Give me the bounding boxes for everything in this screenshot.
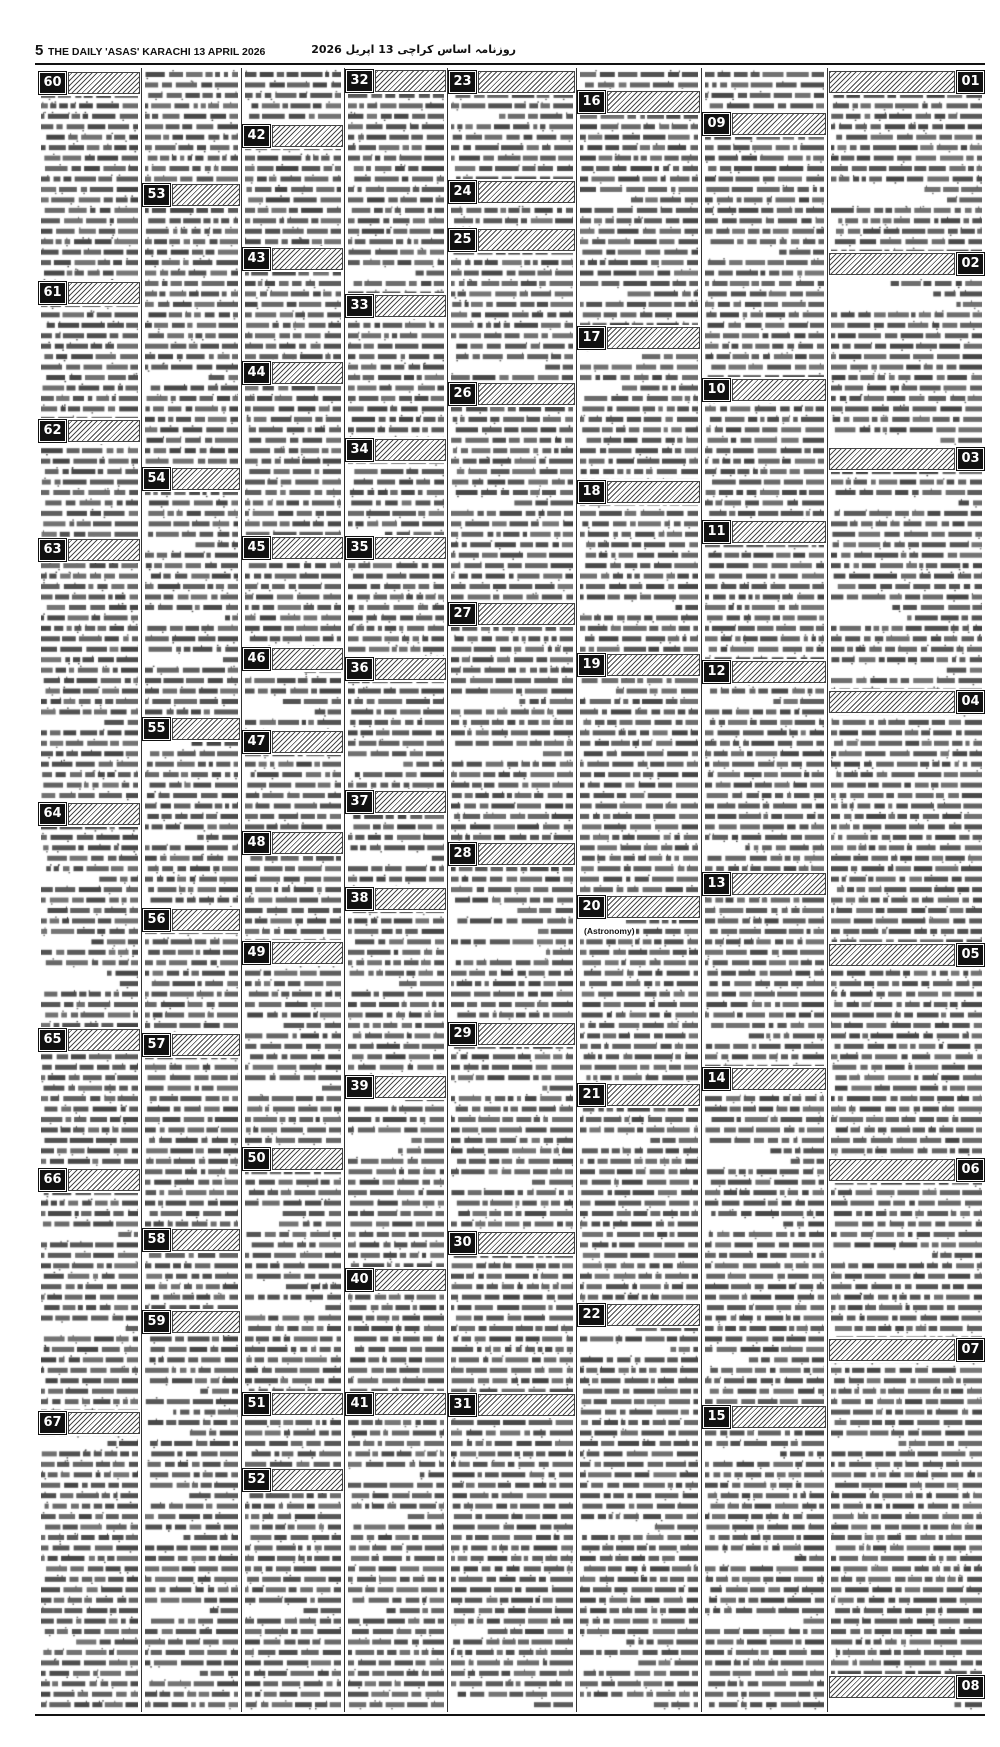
article-header (703, 377, 826, 403)
article-number-badge: 61 (39, 282, 66, 304)
article-header (578, 479, 700, 505)
article-number-badge: 21 (578, 1084, 605, 1106)
article-number-badge: 28 (449, 843, 476, 865)
column-2 (702, 68, 827, 1712)
article-number-badge: 56 (143, 909, 170, 931)
article-header (829, 1157, 984, 1183)
hatch-divider (68, 72, 140, 94)
article-header (39, 418, 140, 444)
page-number: 5 (35, 42, 44, 59)
hatch-divider (607, 1304, 700, 1326)
column-4 (448, 68, 576, 1712)
article-number-badge: 29 (449, 1023, 476, 1045)
article-header (449, 841, 575, 867)
article-number-badge: 03 (957, 448, 984, 470)
hatch-divider (172, 1311, 240, 1333)
article-number-badge: 36 (346, 658, 373, 680)
hatch-divider (732, 1068, 826, 1090)
hatch-divider (829, 944, 955, 966)
article-header (449, 601, 575, 627)
body-text-texture (245, 68, 341, 1712)
masthead (0, 0, 1000, 62)
article-number-badge: 35 (346, 537, 373, 559)
article-header (578, 652, 700, 678)
article-number-badge: 01 (957, 71, 984, 93)
column-8 (38, 68, 141, 1712)
article-number-badge: 12 (703, 661, 730, 683)
hatch-divider (172, 468, 240, 490)
article-header (346, 293, 446, 319)
article-header (449, 69, 575, 95)
hatch-divider (607, 91, 700, 113)
article-header (143, 466, 240, 492)
body-text-texture (580, 68, 698, 1712)
article-header (243, 123, 343, 149)
article-number-badge: 26 (449, 383, 476, 405)
hatch-divider (607, 896, 700, 918)
article-number-badge: 09 (703, 113, 730, 135)
article-header (829, 69, 984, 95)
article-number-badge: 37 (346, 791, 373, 813)
article-header (449, 1392, 575, 1418)
hatch-divider (172, 184, 240, 206)
article-number-badge: 06 (957, 1159, 984, 1181)
article-number-badge: 46 (243, 648, 270, 670)
article-number-badge: 44 (243, 362, 270, 384)
article-number-badge: 24 (449, 181, 476, 203)
hatch-divider (478, 843, 575, 865)
article-header (346, 656, 446, 682)
article-header (39, 801, 140, 827)
hatch-divider (68, 803, 140, 825)
article-header (346, 535, 446, 561)
hatch-divider (732, 1406, 826, 1428)
article-header (143, 1309, 240, 1335)
hatch-divider (172, 1229, 240, 1251)
hatch-divider (607, 327, 700, 349)
hatch-divider (732, 113, 826, 135)
article-number-badge: 49 (243, 942, 270, 964)
article-header (243, 1467, 343, 1493)
urdu-masthead-title: روزنامہ اساس کراچی 13 اپریل 2026 (311, 43, 516, 56)
article-number-badge: 66 (39, 1169, 66, 1191)
article-header (346, 789, 446, 815)
article-number-badge: 16 (578, 91, 605, 113)
masthead-rule (35, 63, 985, 65)
article-number-badge: 13 (703, 873, 730, 895)
hatch-divider (375, 888, 446, 910)
column-1 (828, 68, 985, 1712)
hatch-divider (478, 229, 575, 251)
article-header (449, 381, 575, 407)
article-header (39, 280, 140, 306)
article-number-badge: 02 (957, 253, 984, 275)
body-text-texture (831, 68, 982, 1712)
hatch-divider (272, 248, 343, 270)
article-header (243, 246, 343, 272)
hatch-divider (732, 521, 826, 543)
article-header (243, 830, 343, 856)
hatch-divider (68, 420, 140, 442)
inline-english-term: (Astronomy) (584, 926, 635, 936)
article-number-badge: 11 (703, 521, 730, 543)
hatch-divider (272, 1469, 343, 1491)
hatch-divider (732, 379, 826, 401)
article-number-badge: 41 (346, 1393, 373, 1415)
article-header (243, 729, 343, 755)
hatch-divider (272, 832, 343, 854)
article-number-badge: 07 (957, 1339, 984, 1361)
hatch-divider (172, 718, 240, 740)
article-header (243, 940, 343, 966)
article-number-badge: 53 (143, 184, 170, 206)
body-text-texture (451, 68, 573, 1712)
article-number-badge: 57 (143, 1034, 170, 1056)
hatch-divider (478, 1232, 575, 1254)
article-number-badge: 45 (243, 537, 270, 559)
hatch-divider (829, 1339, 955, 1361)
hatch-divider (375, 537, 446, 559)
article-number-badge: 22 (578, 1304, 605, 1326)
article-number-badge: 32 (346, 70, 373, 92)
article-number-badge: 63 (39, 539, 66, 561)
article-header (243, 1146, 343, 1172)
article-number-badge: 33 (346, 295, 373, 317)
article-header (703, 659, 826, 685)
article-number-badge: 55 (143, 718, 170, 740)
hatch-divider (829, 448, 955, 470)
article-number-badge: 50 (243, 1148, 270, 1170)
hatch-divider (732, 661, 826, 683)
article-header (829, 1674, 984, 1700)
article-number-badge: 64 (39, 803, 66, 825)
article-header (829, 689, 984, 715)
article-header (143, 1227, 240, 1253)
article-number-badge: 52 (243, 1469, 270, 1491)
hatch-divider (607, 1084, 700, 1106)
hatch-divider (375, 1269, 446, 1291)
hatch-divider (478, 71, 575, 93)
column-3 (577, 68, 701, 1712)
hatch-divider (272, 1148, 343, 1170)
article-header (39, 537, 140, 563)
article-number-badge: 58 (143, 1229, 170, 1251)
article-header (578, 894, 700, 920)
hatch-divider (272, 125, 343, 147)
article-header (449, 179, 575, 205)
english-masthead-title: THE DAILY 'ASAS' KARACHI 13 APRIL 2026 (48, 46, 266, 58)
article-header (39, 1167, 140, 1193)
article-header (143, 907, 240, 933)
article-header (449, 1230, 575, 1256)
article-header (143, 716, 240, 742)
column-6 (242, 68, 344, 1712)
column-5 (345, 68, 447, 1712)
hatch-divider (172, 1034, 240, 1056)
hatch-divider (607, 654, 700, 676)
article-number-badge: 48 (243, 832, 270, 854)
hatch-divider (829, 1159, 955, 1181)
article-header (243, 646, 343, 672)
hatch-divider (68, 1412, 140, 1434)
hatch-divider (375, 1076, 446, 1098)
article-number-badge: 62 (39, 420, 66, 442)
hatch-divider (607, 481, 700, 503)
article-header (829, 251, 984, 277)
hatch-divider (272, 1393, 343, 1415)
page-bottom-rule (35, 1714, 985, 1716)
hatch-divider (68, 1169, 140, 1191)
article-number-badge: 34 (346, 439, 373, 461)
article-header (346, 1267, 446, 1293)
article-header (829, 446, 984, 472)
hatch-divider (375, 791, 446, 813)
hatch-divider (732, 873, 826, 895)
article-header (243, 1391, 343, 1417)
article-number-badge: 42 (243, 125, 270, 147)
article-number-badge: 30 (449, 1232, 476, 1254)
article-header (703, 1404, 826, 1430)
article-number-badge: 08 (957, 1676, 984, 1698)
article-number-badge: 25 (449, 229, 476, 251)
article-number-badge: 05 (957, 944, 984, 966)
hatch-divider (272, 942, 343, 964)
hatch-divider (478, 181, 575, 203)
hatch-divider (172, 909, 240, 931)
hatch-divider (272, 648, 343, 670)
body-text-texture (145, 68, 238, 1712)
article-header (703, 871, 826, 897)
hatch-divider (478, 1023, 575, 1045)
article-number-badge: 17 (578, 327, 605, 349)
hatch-divider (829, 1676, 955, 1698)
hatch-divider (478, 603, 575, 625)
hatch-divider (68, 539, 140, 561)
article-header (39, 1410, 140, 1436)
article-header (449, 1021, 575, 1047)
article-header (346, 1391, 446, 1417)
article-header (829, 1337, 984, 1363)
article-header (243, 535, 343, 561)
article-header (578, 1302, 700, 1328)
article-number-badge: 27 (449, 603, 476, 625)
hatch-divider (829, 71, 955, 93)
article-number-badge: 18 (578, 481, 605, 503)
article-number-badge: 54 (143, 468, 170, 490)
article-number-badge: 47 (243, 731, 270, 753)
column-7 (142, 68, 241, 1712)
article-number-badge: 60 (39, 72, 66, 94)
article-header (39, 70, 140, 96)
hatch-divider (375, 439, 446, 461)
article-number-badge: 67 (39, 1412, 66, 1434)
article-header (39, 1027, 140, 1053)
hatch-divider (375, 70, 446, 92)
body-text-texture (41, 68, 138, 1712)
article-number-badge: 14 (703, 1068, 730, 1090)
article-number-badge: 38 (346, 888, 373, 910)
article-header (578, 325, 700, 351)
article-number-badge: 40 (346, 1269, 373, 1291)
article-number-badge: 59 (143, 1311, 170, 1333)
article-header (578, 1082, 700, 1108)
hatch-divider (478, 383, 575, 405)
article-header (243, 360, 343, 386)
article-number-badge: 31 (449, 1394, 476, 1416)
article-number-badge: 19 (578, 654, 605, 676)
article-number-badge: 51 (243, 1393, 270, 1415)
hatch-divider (272, 362, 343, 384)
hatch-divider (375, 295, 446, 317)
hatch-divider (829, 691, 955, 713)
article-number-badge: 39 (346, 1076, 373, 1098)
hatch-divider (375, 658, 446, 680)
article-header (346, 68, 446, 94)
article-header (143, 1032, 240, 1058)
hatch-divider (478, 1394, 575, 1416)
article-number-badge: 10 (703, 379, 730, 401)
article-number-badge: 04 (957, 691, 984, 713)
article-header (703, 519, 826, 545)
article-number-badge: 43 (243, 248, 270, 270)
article-header (346, 1074, 446, 1100)
article-number-badge: 15 (703, 1406, 730, 1428)
hatch-divider (272, 537, 343, 559)
article-header (703, 111, 826, 137)
hatch-divider (375, 1393, 446, 1415)
article-header (703, 1066, 826, 1092)
article-header (346, 437, 446, 463)
article-header (829, 942, 984, 968)
hatch-divider (272, 731, 343, 753)
article-header (449, 227, 575, 253)
article-header (143, 182, 240, 208)
article-number-badge: 23 (449, 71, 476, 93)
article-header (578, 89, 700, 115)
article-number-badge: 20 (578, 896, 605, 918)
article-header (346, 886, 446, 912)
hatch-divider (829, 253, 955, 275)
hatch-divider (68, 1029, 140, 1051)
hatch-divider (68, 282, 140, 304)
article-number-badge: 65 (39, 1029, 66, 1051)
